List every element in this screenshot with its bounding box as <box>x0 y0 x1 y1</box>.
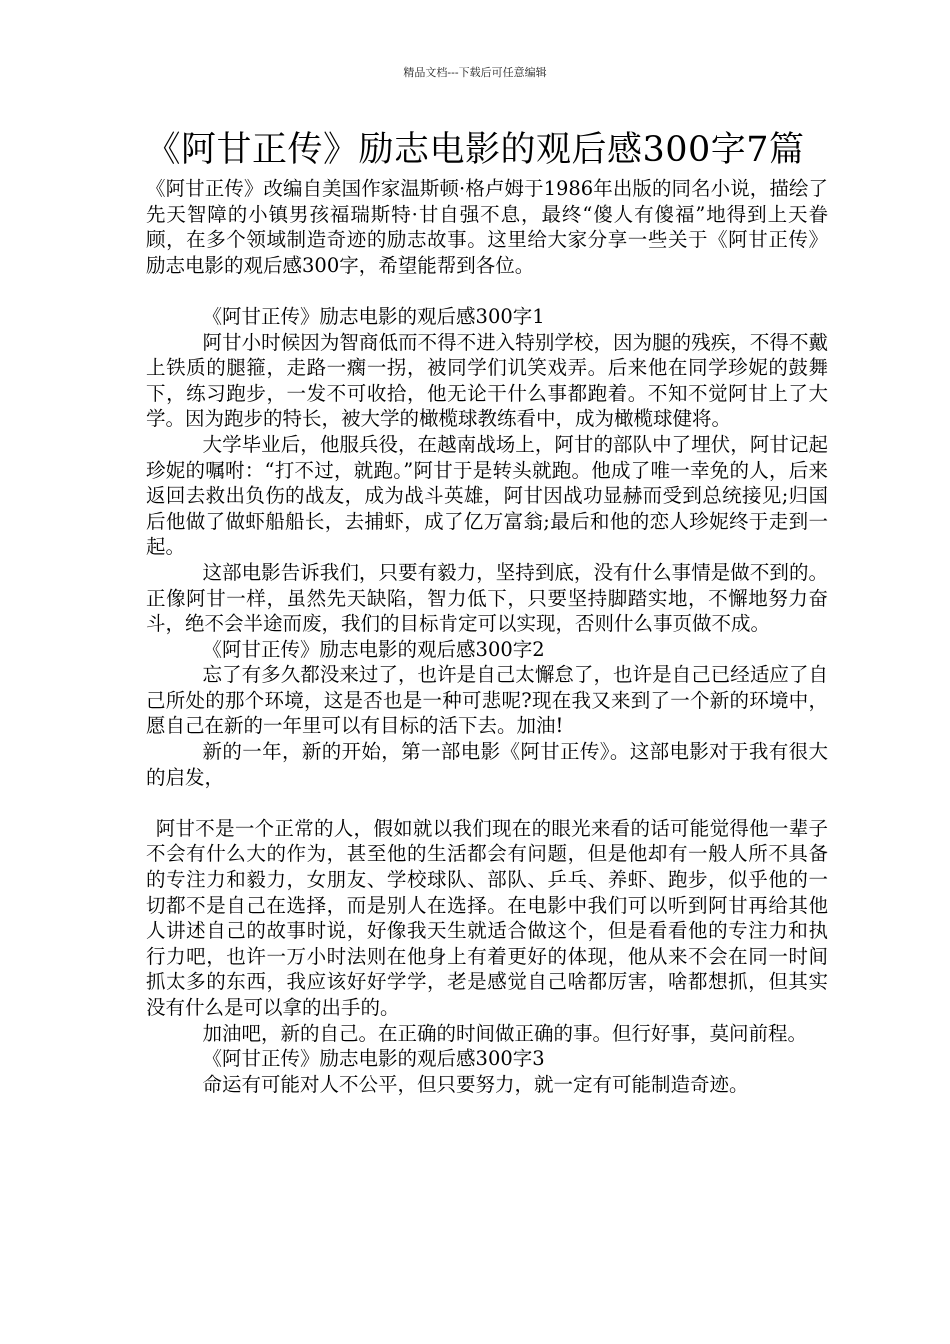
body-paragraph: 这部电影告诉我们，只要有毅力，坚持到底，没有什么事情是做不到的。正像阿甘一样，虽然先天缺陷，智力低下，只要坚持脚踏实地，不懈地努力奋斗，绝不会半途而废，我们的目标肯定可以实现，否则什么事页做不成。 <box>146 560 828 636</box>
body-paragraph: 忘了有多久都没来过了，也许是自己太懈怠了，也许是自己已经适应了自己所处的那个环境，这是否也是一种可悲呢?现在我又来到了一个新的环境中，愿自己在新的一年里可以有目标的活下去。加油! <box>146 663 828 738</box>
page-header: 精品文档---下载后可任意编辑 <box>403 66 547 79</box>
blank-line <box>146 278 828 304</box>
blank-line <box>146 790 828 816</box>
body-paragraph: 命运有可能对人不公平，但只要努力，就一定有可能制造奇迹。 <box>202 1072 749 1096</box>
body-paragraph: 新的一年，新的开始，第一部电影《阿甘正传》。这部电影对于我有很大的启发， <box>146 740 828 789</box>
body-paragraph: 加油吧，新的自己。在正确的时间做正确的事。但行好事，莫问前程。 <box>202 1021 808 1045</box>
body-paragraph: 阿甘小时候因为智商低而不得不进入特别学校，因为腿的残疾，不得不戴上铁质的腿箍，走路一瘸一拐，被同学们讥笑戏弄。后来他在同学珍妮的鼓舞下，练习跑步，一发不可收拾，他无论干什么事都跑着。不知不觉阿甘上了大学。因为跑步的特长，被大学的橄榄球教练看中，成为橄榄球健将。 <box>146 330 828 431</box>
intro-paragraph: 《阿甘正传》改编自美国作家温斯顿·格卢姆于1986年出版的同名小说，描绘了先天智障的小镇男孩福瑞斯特·甘自强不息，最终“傻人有傻福”地得到上天眷顾，在多个领域制造奇迹的励志故事。这里给大家分享一些关于《阿甘正传》励志电影的观后感300字，希望能帮到各位。 <box>146 177 828 277</box>
section-heading: 《阿甘正传》励志电影的观后感300字3 <box>202 1047 545 1071</box>
document-title: 《阿甘正传》励志电影的观后感300字7篇 <box>145 130 805 170</box>
body-paragraph: 大学毕业后，他服兵役，在越南战场上，阿甘的部队中了埋伏，阿甘记起珍妮的嘱咐：“打不过，就跑。”阿甘于是转头就跑。他成了唯一幸免的人，后来返回去救出负伤的战友，成为战斗英雄，阿甘因战功显赫而受到总统接见;归国后他做了做虾船船长，去捕虾，成了亿万富翁;最后和他的恋人珍妮终于走到一起。 <box>146 432 828 559</box>
document-body <box>146 176 828 1097</box>
section-heading: 《阿甘正传》励志电影的观后感300字2 <box>202 637 545 661</box>
section-heading: 《阿甘正传》励志电影的观后感300字1 <box>202 304 545 328</box>
body-paragraph: 阿甘不是一个正常的人，假如就以我们现在的眼光来看的话可能觉得他一辈子不会有什么大的作为，甚至他的生活都会有问题，但是他却有一般人所不具备的专注力和毅力，女朋友、学校球队、部队、乒乓、养虾、跑步，似乎他的一切都不是自己在选择，而是别人在选择。在电影中我们可以听到阿甘再给其他人讲述自己的故事时说，好像我天生就适合做这个，但是看看他的专注力和执行力吧，也许一万小时法则在他身上有着更好的体现，他从来不会在同一时间抓太多的东西，我应该好好学学，老是感觉自己啥都厉害，啥都想抓，但其实没有什么是可以拿的出手的。 <box>146 816 828 1019</box>
